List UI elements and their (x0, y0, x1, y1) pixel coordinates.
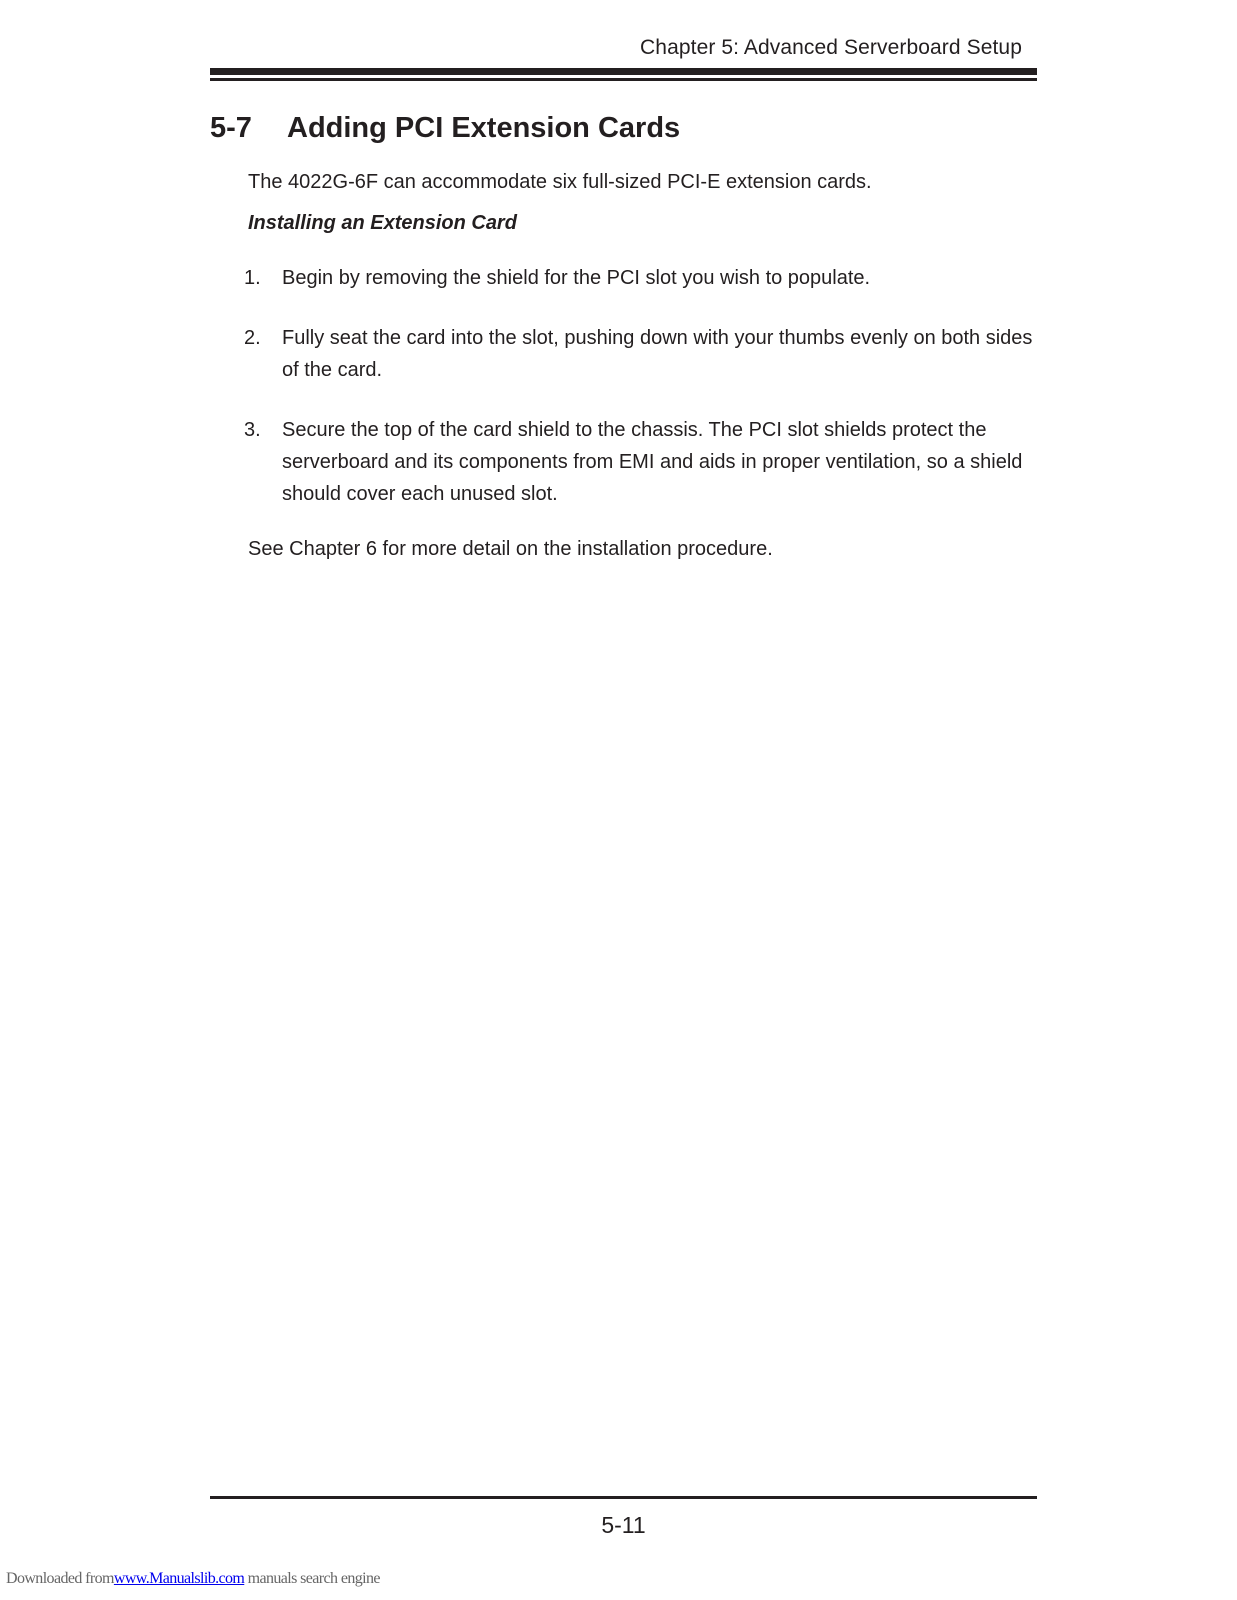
procedure-title: Installing an Extension Card (248, 212, 517, 234)
step-marker: 3. (244, 419, 261, 441)
section-title: Adding PCI Extension Cards (287, 112, 681, 144)
outro-paragraph: See Chapter 6 for more detail on the installation procedure. (248, 538, 773, 560)
step-item (244, 262, 1034, 294)
step-text: Begin by removing the shield for the PCI slot you wish to populate. (282, 267, 871, 289)
footer-rule (210, 1496, 1037, 1499)
page-number: 5-11 (601, 1512, 646, 1538)
section-heading (210, 112, 680, 145)
step-text: Secure the top of the card shield to the chassis. The PCI slot shields protect the serverboard and its components from EMI and aids in proper ventilation, so a shield should cover each unused slot. (282, 419, 1023, 505)
step-marker: 1. (244, 267, 261, 289)
step-marker: 2. (244, 327, 261, 349)
intro-paragraph: The 4022G-6F can accommodate six full-sized PCI-E extension cards. (248, 171, 872, 193)
step-item (244, 322, 1034, 386)
header-rule-thin (210, 78, 1037, 81)
steps-list (244, 262, 1034, 538)
chapter-header: Chapter 5: Advanced Serverboard Setup (640, 36, 1022, 59)
step-text: Fully seat the card into the slot, pushing down with your thumbs evenly on both sides of the card. (282, 327, 1033, 381)
section-number: 5-7 (210, 112, 252, 144)
manualslib-link[interactable]: www.Manualslib.com (113, 1570, 245, 1587)
step-item (244, 414, 1034, 510)
watermark-prefix: Downloaded from (6, 1570, 114, 1587)
download-watermark (6, 1570, 380, 1588)
header-rule-thick (210, 68, 1037, 75)
watermark-suffix: manuals search engine (244, 1570, 380, 1587)
